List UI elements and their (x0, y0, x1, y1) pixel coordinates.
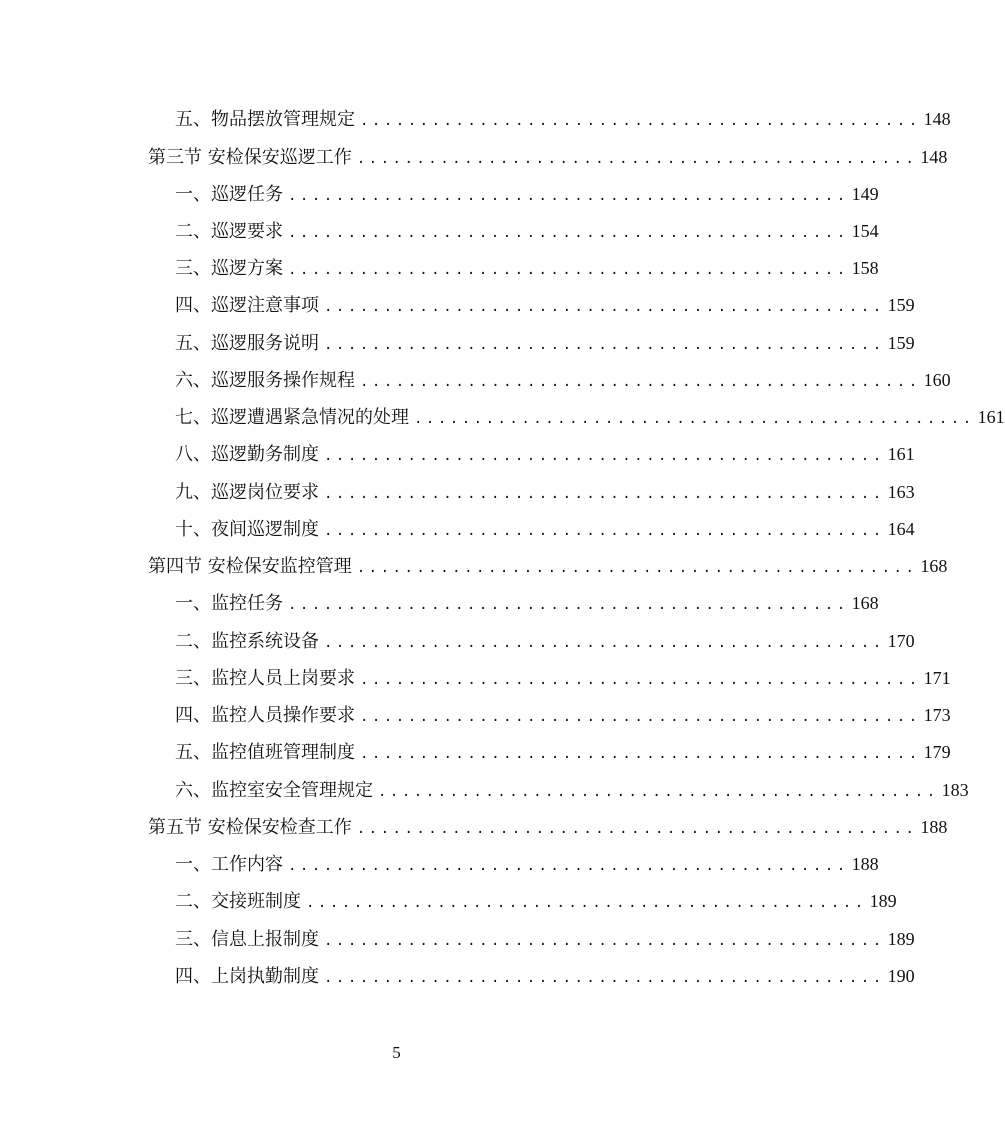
toc-section-entry[interactable] (148, 553, 948, 579)
toc-page-number: 154 (851, 221, 879, 241)
toc-page-number: 179 (923, 742, 951, 762)
toc-dot-leader: ............................................... (360, 374, 921, 390)
toc-dot-leader: ............................................... (356, 560, 918, 576)
toc-dot-leader: ............................................... (324, 523, 885, 539)
toc-entry[interactable] (175, 441, 915, 467)
toc-entry[interactable] (175, 255, 879, 281)
toc-entry-label: 二、巡逻要求 (175, 221, 283, 242)
toc-page-number: 159 (887, 333, 915, 353)
toc-entry-label: 二、监控系统设备 (175, 631, 319, 652)
toc-entry[interactable] (175, 404, 1005, 430)
toc-entry-label: 一、监控任务 (175, 593, 283, 614)
toc-dot-leader: ............................................... (306, 895, 867, 911)
toc-section-entry[interactable] (148, 814, 948, 840)
toc-entry-label: 二、交接班制度 (175, 891, 301, 912)
toc-dot-leader: ............................................... (360, 746, 921, 762)
toc-dot-leader: ............................................... (356, 151, 918, 167)
toc-entry-label: 六、监控室安全管理规定 (175, 780, 373, 801)
toc-entry-label: 三、监控人员上岗要求 (175, 668, 355, 689)
toc-dot-leader: ............................................... (360, 113, 921, 129)
toc-entry-label: 九、巡逻岗位要求 (175, 482, 319, 503)
toc-entry-label: 四、监控人员操作要求 (175, 705, 355, 726)
toc-page-number: 148 (920, 147, 948, 167)
toc-entry[interactable] (175, 888, 897, 914)
toc-page-number: 168 (851, 593, 879, 613)
toc-page-number: 168 (920, 556, 948, 576)
toc-entry-label: 一、巡逻任务 (175, 184, 283, 205)
toc-entry[interactable] (175, 181, 879, 207)
toc-entry-label: 四、巡逻注意事项 (175, 295, 319, 316)
toc-entry[interactable] (175, 292, 915, 318)
toc-entry[interactable] (175, 590, 879, 616)
toc-entry[interactable] (175, 739, 951, 765)
toc-entry-label: 五、巡逻服务说明 (175, 333, 319, 354)
toc-entry-label: 三、巡逻方案 (175, 258, 283, 279)
toc-page-number: 148 (923, 109, 951, 129)
toc-entry-label: 第四节 安检保安监控管理 (148, 556, 352, 577)
toc-entry-label: 第三节 安检保安巡逻工作 (148, 147, 352, 168)
toc-dot-leader: ............................................... (288, 597, 849, 613)
toc-dot-leader: ............................................... (324, 635, 885, 651)
toc-entry[interactable] (175, 702, 951, 728)
toc-dot-leader: ............................................... (288, 262, 849, 278)
toc-entry[interactable] (175, 963, 915, 989)
toc-dot-leader: ............................................... (324, 299, 885, 315)
toc-page-number: 173 (923, 705, 951, 725)
toc-dot-leader: ............................................... (356, 821, 918, 837)
toc-page-number: 159 (887, 295, 915, 315)
toc-section-entry[interactable] (148, 144, 948, 170)
toc-page-number: 163 (887, 482, 915, 502)
toc-page-number: 158 (851, 258, 879, 278)
toc-page-number: 164 (887, 519, 915, 539)
toc-entry-label: 三、信息上报制度 (175, 929, 319, 950)
toc-page-number: 149 (851, 184, 879, 204)
toc-page-number: 170 (887, 631, 915, 651)
toc-entry[interactable] (175, 367, 951, 393)
toc-dot-leader: ............................................... (288, 225, 849, 241)
toc-entry-label: 四、上岗执勤制度 (175, 966, 319, 987)
toc-dot-leader: ............................................... (324, 486, 885, 502)
toc-page-number: 160 (923, 370, 951, 390)
toc-entry[interactable] (175, 628, 915, 654)
toc-page-number: 161 (887, 444, 915, 464)
toc-dot-leader: ............................................... (324, 337, 885, 353)
toc-entry[interactable] (175, 218, 879, 244)
toc-entry-label: 第五节 安检保安检查工作 (148, 817, 352, 838)
toc-entry-label: 七、巡逻遭遇紧急情况的处理 (175, 407, 409, 428)
toc-page-number: 188 (851, 854, 879, 874)
toc-entry[interactable] (175, 106, 951, 132)
toc-page-number: 188 (920, 817, 948, 837)
toc-entry-label: 五、监控值班管理制度 (175, 742, 355, 763)
toc-page-number: 171 (923, 668, 951, 688)
toc-page-number: 183 (941, 780, 969, 800)
toc-entry[interactable] (175, 330, 915, 356)
toc-dot-leader: ............................................... (414, 411, 975, 427)
toc-entry[interactable] (175, 516, 915, 542)
toc-dot-leader: ............................................... (360, 709, 921, 725)
toc-entry-label: 八、巡逻勤务制度 (175, 444, 319, 465)
toc-page-number: 189 (887, 929, 915, 949)
toc-dot-leader: ............................................... (288, 858, 849, 874)
toc-entry-label: 五、物品摆放管理规定 (175, 109, 355, 130)
toc-dot-leader: ............................................... (360, 672, 921, 688)
toc-entry-label: 一、工作内容 (175, 854, 283, 875)
toc-entry[interactable] (175, 851, 879, 877)
toc-entry[interactable] (175, 665, 951, 691)
page-number-footer: 5 (392, 1043, 401, 1062)
toc-page-number: 161 (977, 407, 1005, 427)
toc-dot-leader: ............................................... (378, 784, 939, 800)
toc-page-number: 189 (869, 891, 897, 911)
toc-entry[interactable] (175, 479, 915, 505)
toc-entry[interactable] (175, 926, 915, 952)
toc-dot-leader: ............................................... (324, 448, 885, 464)
toc-entry-label: 六、巡逻服务操作规程 (175, 370, 355, 391)
toc-page-number: 190 (887, 966, 915, 986)
toc-entry-label: 十、夜间巡逻制度 (175, 519, 319, 540)
toc-dot-leader: ............................................... (324, 970, 885, 986)
toc-dot-leader: ............................................... (288, 188, 849, 204)
toc-dot-leader: ............................................... (324, 933, 885, 949)
toc-entry[interactable] (175, 777, 969, 803)
